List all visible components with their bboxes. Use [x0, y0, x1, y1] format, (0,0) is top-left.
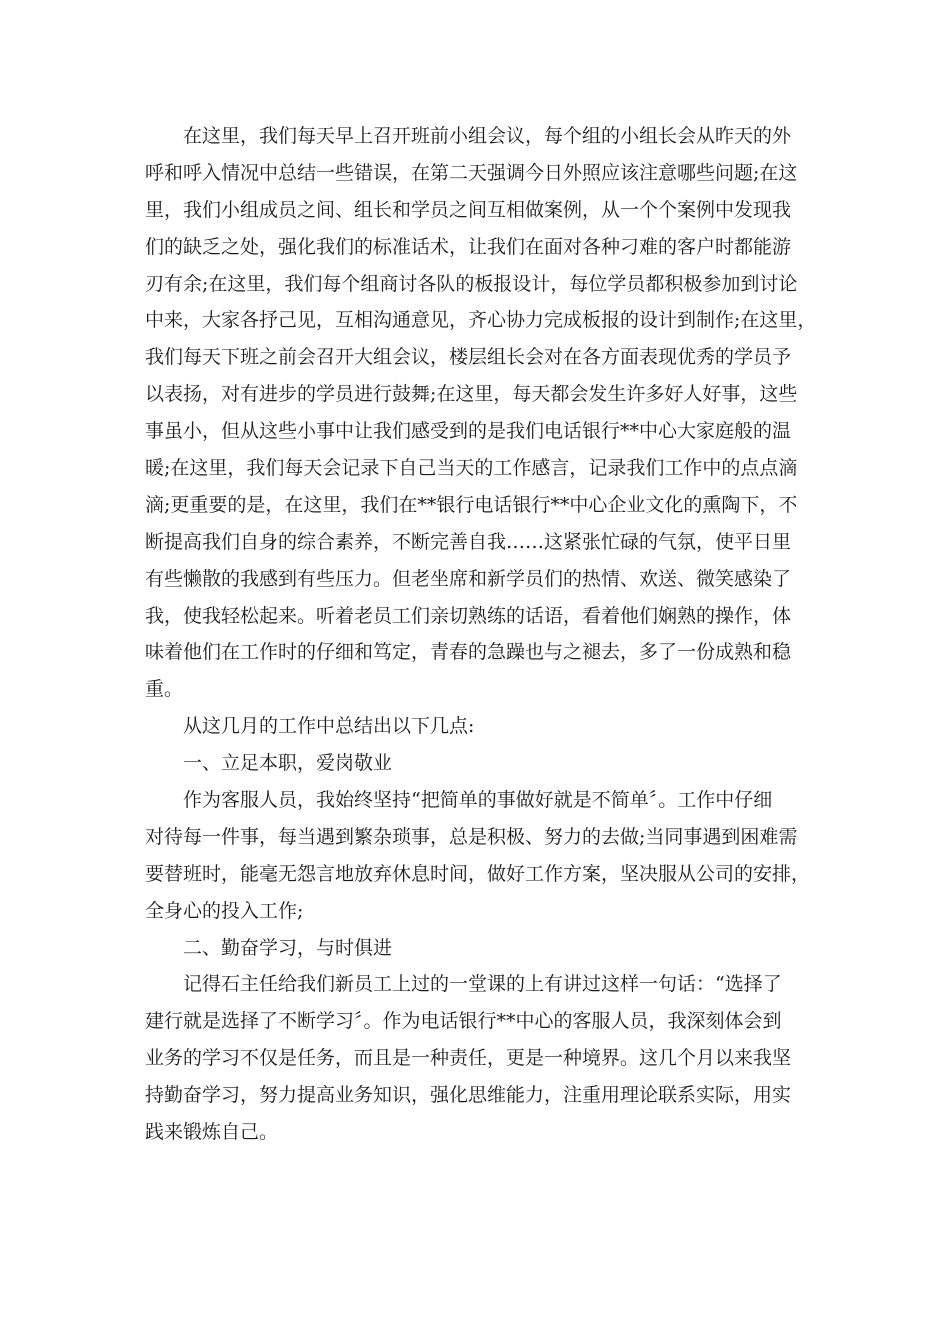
text-line: 中来，大家各抒己见，互相沟通意见，齐心协力完成板报的设计到制作;在这里，: [145, 309, 817, 332]
section-heading: 二、勤奋学习，与时俱进: [183, 936, 393, 959]
text-line: 全身心的投入工作;: [145, 899, 304, 922]
text-line: 我，使我轻松起来。听着老员工们亲切熟练的话语，看着他们娴熟的操作，体: [145, 604, 792, 627]
text-line: 践来锻炼自己。: [145, 1121, 279, 1144]
text-line: 要替班时，能毫无怨言地放弃休息时间，做好工作方案，坚决服从公司的安排，: [145, 862, 811, 885]
text-line: 滴;更重要的是，在这里，我们在**银行电话银行**中心企业文化的熏陶下，不: [145, 493, 798, 516]
text-line: 建行就是选择了不断学习〞。作为电话银行**中心的客服人员，我深刻体会到: [145, 1010, 782, 1033]
text-line: 重。: [145, 678, 184, 701]
text-line: 我们每天下班之前会召开大组会议，楼层组长会对在各方面表现优秀的学员予: [145, 346, 792, 369]
text-line: 断提高我们自身的综合素养，不断完善自我……这紧张忙碌的气氛，使平日里: [145, 530, 792, 553]
text-line: 持勤奋学习，努力提高业务知识，强化思维能力，注重用理论联系实际，用实: [145, 1084, 792, 1107]
text-line: 呼和呼入情况中总结一些错误，在第二天强调今日外照应该注意哪些问题;在这: [145, 161, 798, 184]
text-line: 暖;在这里，我们每天会记录下自己当天的工作感言，记录我们工作中的点点滴: [145, 457, 798, 480]
text-line: 记得石主任给我们新员工上过的一堂课的上有讲过这样一句话：“选择了: [183, 973, 782, 996]
text-line: 刃有余;在这里，我们每个组商讨各队的板报设计，每位学员都积极参加到讨论: [145, 272, 798, 295]
document-body: [145, 118, 815, 1151]
text-line: 事虽小，但从这些小事中让我们感受到的是我们电话银行**中心大家庭般的温: [145, 420, 792, 443]
text-line: 在这里，我们每天早上召开班前小组会议，每个组的小组长会从昨天的外: [183, 125, 792, 147]
text-line: 里，我们小组成员之间、组长和学员之间互相做案例，从一个个案例中发现我: [145, 198, 792, 221]
text-line: 作为客服人员，我始终坚持“把简单的事做好就是不简单〞。工作中仔细: [183, 789, 773, 812]
summary-intro: 从这几月的工作中总结出以下几点:: [183, 715, 475, 738]
text-line: 味着他们在工作时的仔细和笃定，青春的急躁也与之褪去，多了一份成熟和稳: [145, 641, 792, 664]
text-line: 对待每一件事，每当遇到繁杂琐事，总是积极、努力的去做;当同事遇到困难需: [145, 825, 798, 848]
text-line: 业务的学习不仅是任务，而且是一种责任，更是一种境界。这几个月以来我坚: [145, 1047, 792, 1070]
text-line: 以表扬，对有进步的学员进行鼓舞;在这里，每天都会发生许多好人好事，这些: [145, 383, 798, 406]
text-line: 有些懒散的我感到有些压力。但老坐席和新学员们的热情、欢送、微笑感染了: [145, 567, 792, 590]
text-line: 们的缺乏之处，强化我们的标准话术，让我们在面对各种刁难的客户时都能游: [145, 235, 792, 258]
section-heading: 一、立足本职，爱岗敬业: [183, 752, 393, 775]
